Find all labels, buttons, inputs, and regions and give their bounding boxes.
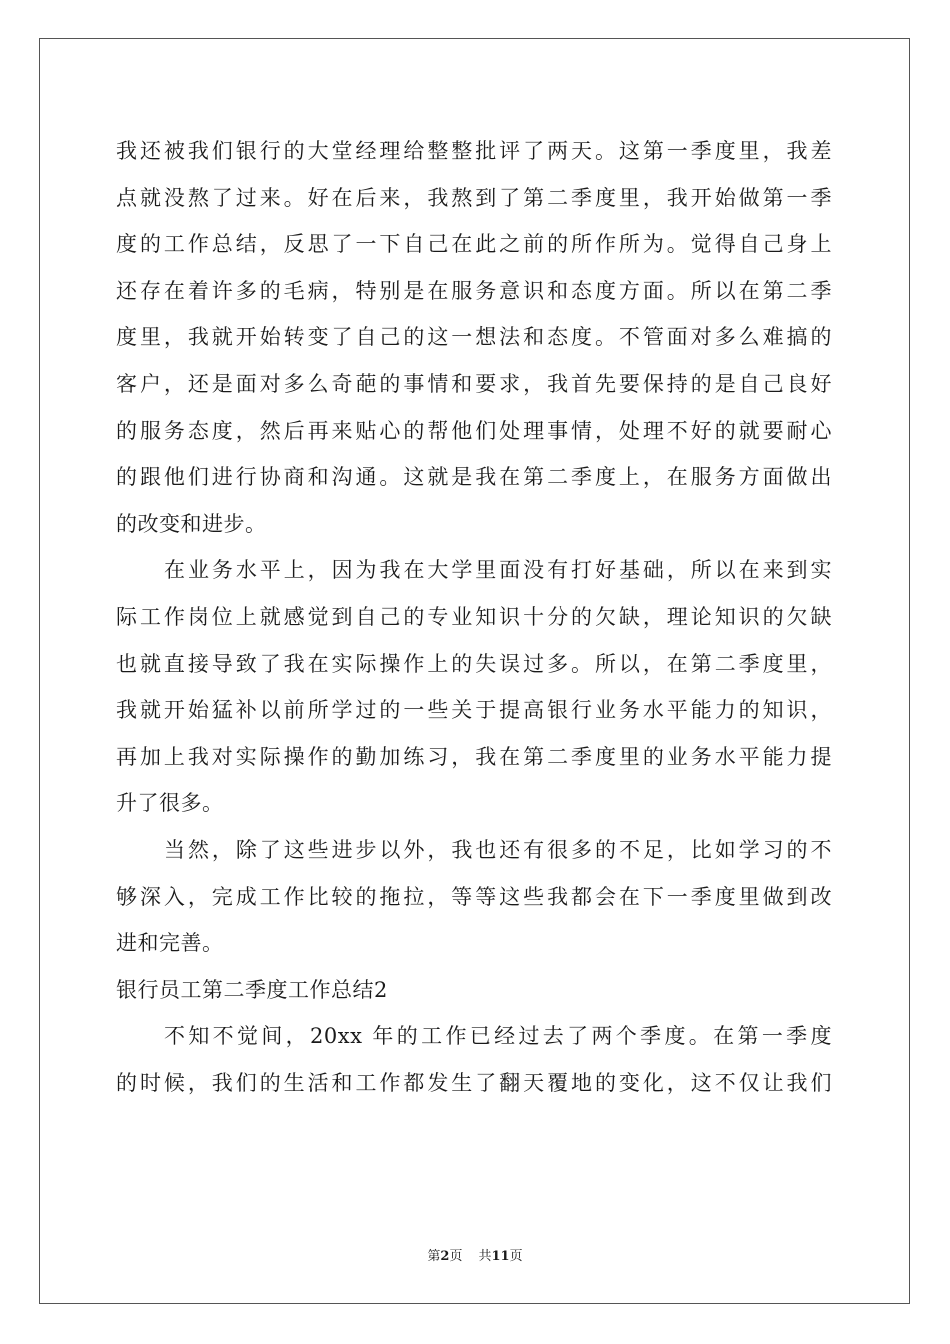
text-line: 我就开始猛补以前所学过的一些关于提高银行业务水平能力的知识， — [116, 698, 832, 723]
text-line: 的改变和进步。 — [116, 511, 267, 536]
text-line: 际工作岗位上就感觉到自己的专业知识十分的欠缺，理论知识的欠缺 — [116, 604, 832, 629]
text-line: 客户，还是面对多么奇葩的事情和要求，我首先要保持的是自己良好 — [116, 371, 832, 396]
text-line: 升了很多。 — [116, 791, 224, 816]
text-line: 进和完善。 — [116, 931, 224, 956]
text-line: 还存在着许多的毛病，特别是在服务意识和态度方面。所以在第二季 — [116, 278, 832, 303]
text-line: 度里，我就开始转变了自己的这一想法和态度。不管面对多么难搞的 — [116, 325, 832, 350]
paragraph — [116, 1013, 832, 1106]
paragraph — [116, 128, 832, 547]
total-suffix: 页 — [509, 1249, 523, 1264]
text-line: 够深入，完成工作比较的拖拉，等等这些我都会在下一季度里做到改 — [116, 884, 832, 909]
page-total: 11 — [491, 1249, 510, 1264]
page-footer — [0, 1245, 950, 1264]
document-body — [116, 128, 832, 1106]
page-current: 2 — [440, 1249, 450, 1264]
text-line: 不知不觉间，20xx 年的工作已经过去了两个季度。在第一季度 — [164, 1024, 832, 1049]
text-line: 再加上我对实际操作的勤加练习，我在第二季度里的业务水平能力提 — [116, 744, 832, 769]
text-line: 在业务水平上，因为我在大学里面没有打好基础，所以在来到实 — [164, 558, 832, 583]
text-line: 的服务态度，然后再来贴心的帮他们处理事情，处理不好的就要耐心 — [116, 418, 832, 443]
paragraph — [116, 547, 832, 827]
text-line: 当然，除了这些进步以外，我也还有很多的不足，比如学习的不 — [164, 837, 832, 862]
section-heading: 银行员工第二季度工作总结2 — [116, 977, 388, 1002]
paragraph — [116, 827, 832, 967]
page-suffix: 页 — [449, 1249, 463, 1264]
page-prefix: 第 — [427, 1249, 441, 1264]
text-line: 也就直接导致了我在实际操作上的失误过多。所以，在第二季度里， — [116, 651, 832, 676]
text-line: 度的工作总结，反思了一下自己在此之前的所作所为。觉得自己身上 — [116, 232, 832, 257]
text-line: 的时候，我们的生活和工作都发生了翻天覆地的变化，这不仅让我们 — [116, 1070, 832, 1095]
total-prefix: 共 — [478, 1249, 492, 1264]
text-line: 我还被我们银行的大堂经理给整整批评了两天。这第一季度里，我差 — [116, 139, 832, 163]
text-line: 点就没熬了过来。好在后来，我熬到了第二季度里，我开始做第一季 — [116, 185, 832, 210]
text-line: 的跟他们进行协商和沟通。这就是我在第二季度上，在服务方面做出 — [116, 465, 832, 490]
